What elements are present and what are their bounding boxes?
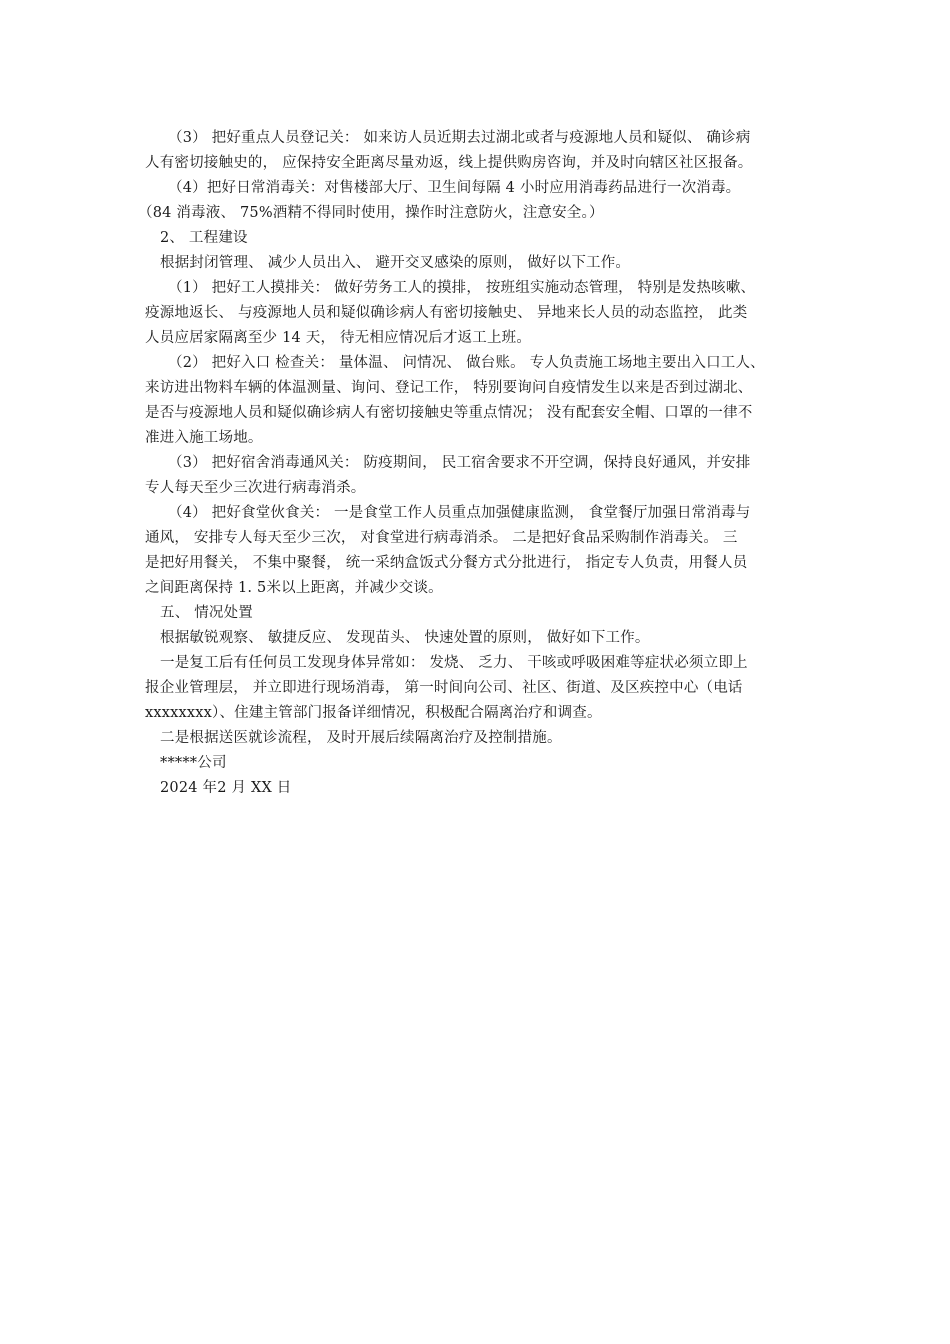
paragraph-line: （4）把好日常消毒关：对售楼部大厅、卫生间每隔 4 小时应用消毒药品进行一次消毒。 (168, 180, 741, 196)
paragraph-line: 一是复工后有任何员工发现身体异常如： 发烧、 乏力、 干咳或呼吸困难等症状必须立即上 (160, 655, 748, 671)
paragraph-line: 准进入施工场地。 (145, 430, 263, 446)
section-heading: 2、 工程建设 (160, 230, 248, 246)
paragraph-line: 根据封闭管理、 减少人员出入、 避开交叉感染的原则， 做好以下工作。 (160, 255, 631, 271)
paragraph-line: 疫源地返长、 与疫源地人员和疑似确诊病人有密切接触史、 异地来长人员的动态监控， 此类 (145, 305, 748, 321)
paragraph-line: xxxxxxxx）、住建主管部门报备详细情况，积极配合隔离治疗和调查。 (145, 705, 602, 721)
paragraph-line: 来访进出物料车辆的体温测量、询问、登记工作， 特别要询问自疫情发生以来是否到过湖北、 (145, 380, 753, 396)
paragraph-line: 报企业管理层， 并立即进行现场消毒， 第一时间向公司、社区、街道、及区疾控中心（电话 (145, 680, 743, 696)
paragraph-line: （1） 把好工人摸排关： 做好劳务工人的摸排， 按班组实施动态管理， 特别是发热咳嗽、 (168, 280, 756, 296)
paragraph-line: 人员应居家隔离至少 14 天， 待无相应情况后才返工上班。 (145, 330, 532, 346)
paragraph-line: （84 消毒液、 75%酒精不得同时使用，操作时注意防火，注意安全。） (138, 205, 604, 221)
paragraph-line: 是把好用餐关， 不集中聚餐， 统一采纳盒饭式分餐方式分批进行， 指定专人负责，用餐人员 (145, 555, 748, 571)
company-signature: *****公司 (160, 755, 227, 771)
paragraph-line: 通风， 安排专人每天至少三次， 对食堂进行病毒消杀。 二是把好食品采购制作消毒关。 三 (145, 530, 738, 546)
paragraph-line: （4） 把好食堂伙食关： 一是食堂工作人员重点加强健康监测， 食堂餐厅加强日常消毒与 (168, 505, 751, 521)
paragraph-line: 之间距离保持 1. 5米以上距离，并减少交谈。 (145, 580, 443, 596)
paragraph-line: （2） 把好入口 检查关： 量体温、 问情况、 做台账。 专人负责施工场地主要出入口工人、 (168, 355, 765, 371)
paragraph-line: 人有密切接触史的， 应保持安全距离尽量劝返，线上提供购房咨询，并及时向辖区社区报备。 (145, 155, 753, 171)
paragraph-line: 是否与疫源地人员和疑似确诊病人有密切接触史等重点情况； 没有配套安全帽、口罩的一律不 (145, 405, 753, 421)
document-date: 2024 年2 月 XX 日 (160, 780, 292, 796)
paragraph-line: 根据敏锐观察、 敏捷反应、 发现苗头、 快速处置的原则， 做好如下工作。 (160, 630, 650, 646)
paragraph-line: 二是根据送医就诊流程， 及时开展后续隔离治疗及控制措施。 (160, 730, 562, 746)
paragraph-line: （3） 把好宿舍消毒通风关： 防疫期间， 民工宿舍要求不开空调，保持良好通风，并安排 (168, 455, 751, 471)
paragraph-line: （3） 把好重点人员登记关： 如来访人员近期去过湖北或者与疫源地人员和疑似、 确诊病 (168, 130, 751, 146)
paragraph-line: 专人每天至少三次进行病毒消杀。 (145, 480, 366, 496)
section-heading: 五、 情况处置 (160, 605, 254, 621)
